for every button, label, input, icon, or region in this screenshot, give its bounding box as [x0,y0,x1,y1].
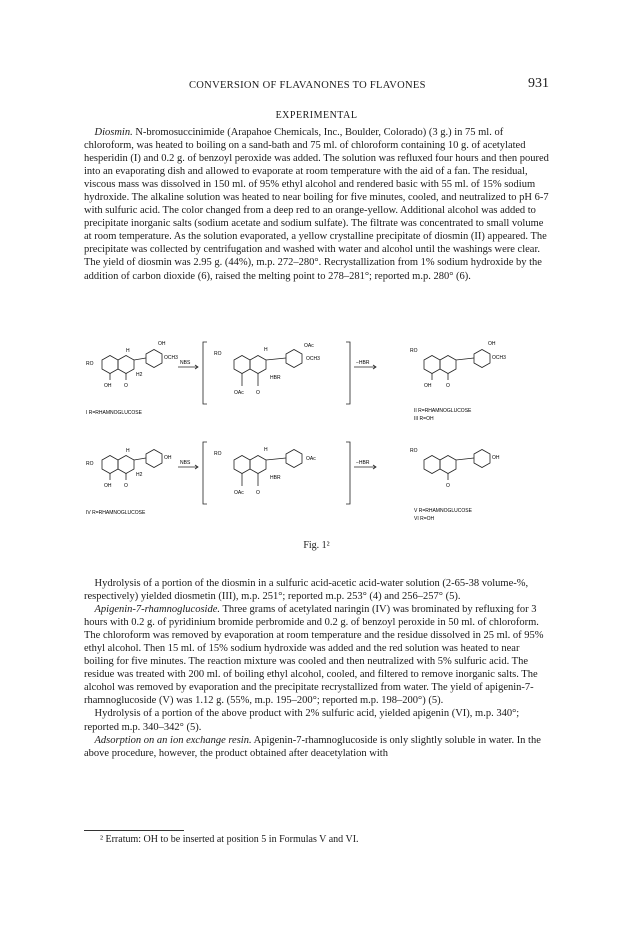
structure-IV [102,450,162,481]
structure-I [102,350,162,381]
atom-RO-V: RO [410,448,418,454]
paragraph-text: Hydrolysis of a portion of the above product with 2% sulfuric acid, yielded apigenin (VI), m.p. 340°; reported m.p. 340–342° (5). [84,708,520,733]
atom-RO-int2: RO [214,451,222,457]
label-III: III R=OH [414,416,434,422]
footnote: ² Erratum: OH to be inserted at position 5 in Formulas V and VI. [100,834,359,845]
atom-OH-V: OH [492,455,500,461]
atom-H2-IV: H2 [136,472,143,478]
page-number: 931 [528,76,549,91]
atom-O-int: O [256,390,260,396]
label-IV: IV R=RHAMNOGLUCOSE [86,510,146,516]
label-I: I R=RHAMNOGLUCOSE [86,410,142,416]
paragraph-hydrolysis-apigenin [84,707,549,733]
footnote-rule [84,830,184,831]
atom-HBR-int: HBR [270,375,281,381]
atom-O-IV: O [124,483,128,489]
arrow-label-NBS: NBS [180,360,191,366]
atom-OH-5: OH [104,383,112,389]
atom-OH-IV: OH [164,455,172,461]
label-II: II R=RHAMNOGLUCOSE [414,408,472,414]
atom-RO-IV: RO [86,461,94,467]
atom-OCH3-int: OCH3 [306,356,320,362]
atom-H: H [126,348,130,354]
label-V: V R=RHAMNOGLUCOSE [414,508,472,514]
paragraph-text: Three grams of acetylated naringin (IV) was brominated by refluxing for 3 hours with 0.2 g. of pyridinium bromide perbromide and 0.2 g. of benzoyl peroxide in 50 ml. of chloroform. The chloroform was removed by evaporation at room temperature and the residue dissolved in 25 ml. of 95% ethyl alcohol. Then 15 ml. of 15% sodium hydroxide was added and the red solution was heated to near boiling for five minutes. The reaction mixture was cooled and then neutralized with 5% sulfuric acid. The residue was treated with 200 ml. of boiling ethyl alcohol, cooled, and filtered to remove inorganic salts. The alcohol was removed by evaporation and the precipitate recrystallized from water. The yield of apigenin-7-rhamnoglucoside (V) was 1.12 g. (55%, m.p. 195–200°; reported m.p. 198–200°) (5). [84,604,544,707]
atom-OAc-5-int: OAc [234,390,244,396]
paragraph-hydrolysis-diosmin [84,577,549,603]
structure-V [424,450,490,481]
scheme-row-1 [86,341,506,422]
paragraph-apigenin [84,603,549,707]
arrow-label-HBR-2: −HBR [356,460,370,466]
atom-H2: H2 [136,372,143,378]
figure-caption: Fig. 1² [303,540,330,551]
atom-O-int2: O [256,490,260,496]
intermediate-bracket-2 [203,442,350,504]
paragraph-text: Apigenin-7-rhamnoglucoside is only slightly soluble in water. In the above procedure, however, the product obtained after deacetylation with [84,734,541,759]
atom-OH-II: OH [488,341,496,347]
arrow-label-HBR: −HBR [356,360,370,366]
atom-O-keto: O [124,383,128,389]
paragraph-lead: Diosmin. [94,127,133,138]
atom-RO: RO [86,361,94,367]
scheme-row-2 [86,442,500,522]
atom-OCH3: OCH3 [164,355,178,361]
atom-OAc-int: OAc [304,343,314,349]
paragraph-body: N-bromosuccinimide (Arapahoe Chemicals, Inc., Boulder, Colorado) (3 g.) in 75 ml. of chloroform, was heated to boiling on a sand-bath and 75 ml. of chloroform containing 10 g. of acetylated hesperidin (I) and 0.2 g. of benzoyl peroxide was added. The solution was refluxed four hours and then poured into an evaporating dish and allowed to evaporate at room temperature with the aid of a fan. The residual, viscous mass was dissolved in 150 ml. of 95% ethyl alcohol and rendered basic with 55 ml. of 15% sodium hydroxide. The alkaline solution was heated to near boiling for five minutes, cooled, and neutralized to pH 6-7 with sulfuric acid. The color changed from a deep red to an orange-yellow. Additional alcohol was added to precipitate inorganic salts (sodium acetate and sodium sulfate). The filtrate was concentrated to small volume at room temperature. As the solution evaporated, a yellow crystalline precipitate of diosmin (II) appeared. The precipitate was collected by centrifugation and washed with water and alcohol until the washings were clear. The yield of diosmin was 2.95 g. (44%), m.p. 272–280°. Recrystallization from 1% sodium hydroxide by the addition of carbon dioxide (6), raised the melting point to 278–281°; reported m.p. 280° (6). [84,127,549,282]
running-header [84,76,549,96]
atom-OCH3-II: OCH3 [492,355,506,361]
atom-H-int: H [264,347,268,353]
paragraph-diosmin [84,126,549,283]
paragraph-group-2 [84,577,549,760]
paragraph-adsorption [84,734,549,760]
atom-H-IV: H [126,448,130,454]
paragraph-text: Hydrolysis of a portion of the diosmin in a sulfuric acid-acetic acid-water solution (2-65-38 volume-%, respectively) yielded diosmetin (III), m.p. 251°; reported m.p. 253° (4) and 256–257° (5). [84,578,529,603]
atom-O-II: O [446,383,450,389]
atom-OAc-int2: OAc [306,456,316,462]
paragraph-lead: Apigenin-7-rhamnoglucoside. [94,604,220,616]
atom-O-V: O [446,483,450,489]
atom-RO-int: RO [214,351,222,357]
atom-H-int2: H [264,447,268,453]
section-heading: EXPERIMENTAL [275,110,358,121]
paragraph-lead: Adsorption on an ion exchange resin. [94,734,252,746]
structure-II [424,350,490,381]
atom-OH-5-II: OH [424,383,432,389]
label-VI: VI R=OH [414,516,435,522]
arrow-label-NBS-2: NBS [180,460,191,466]
intermediate-bracket-1 [203,342,350,404]
atom-RO-II: RO [410,348,418,354]
atom-HBR-int2: HBR [270,475,281,481]
running-title: CONVERSION OF FLAVANONES TO FLAVONES [189,80,426,91]
reaction-scheme-figure [84,338,554,538]
atom-OH: OH [158,341,166,347]
atom-OH-5-IV: OH [104,483,112,489]
atom-OAc-5-int2: OAc [234,490,244,496]
